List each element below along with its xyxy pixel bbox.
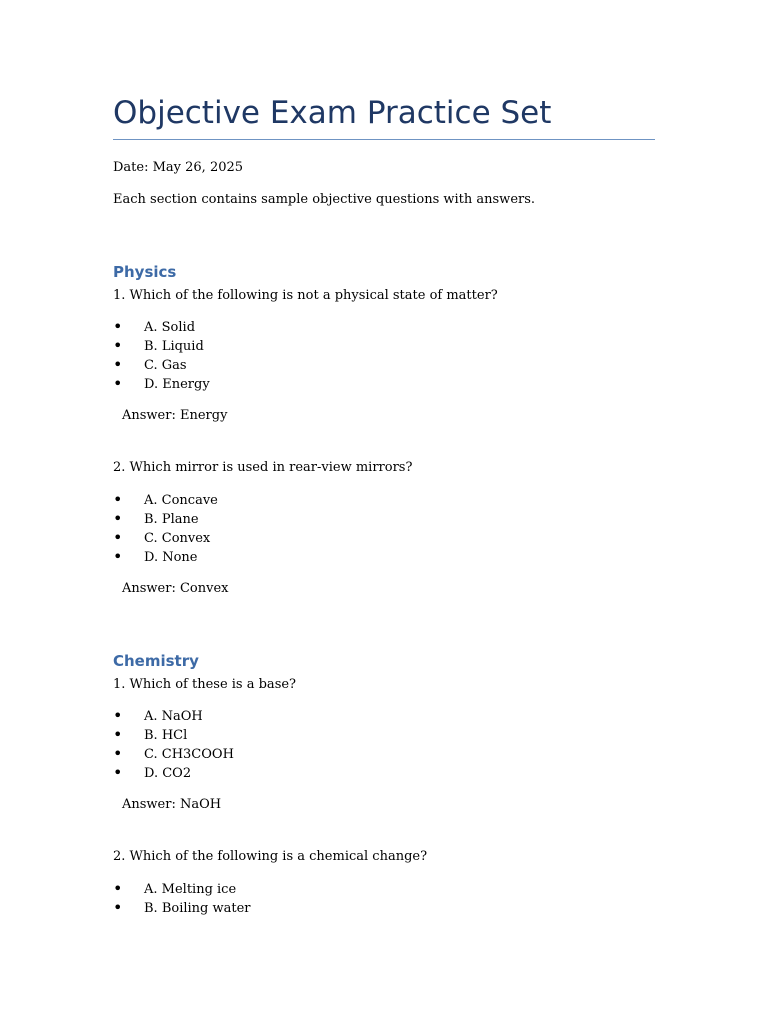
list-item (113, 899, 513, 918)
list-item (113, 375, 513, 394)
document-intro: Each section contains sample objective questions with answers. (113, 192, 536, 207)
option-text: B. Liquid (144, 339, 204, 354)
bullet-icon: • (113, 374, 123, 393)
list-item (113, 745, 513, 764)
option-text: B. Plane (144, 512, 199, 527)
option-text: A. NaOH (144, 709, 203, 724)
section-heading-chemistry: Chemistry (113, 652, 199, 670)
bullet-icon: • (113, 879, 123, 898)
option-text: D. None (144, 550, 198, 565)
title-underline (113, 139, 655, 140)
option-text: D. Energy (144, 377, 210, 392)
list-item (113, 764, 513, 783)
list-item (113, 337, 513, 356)
question-text: 2. Which of the following is a chemical change? (113, 849, 428, 864)
question-text: 1. Which of the following is not a physical state of matter? (113, 288, 498, 303)
question-text: 2. Which mirror is used in rear-view mirrors? (113, 460, 413, 475)
answer-text: Answer: Convex (122, 581, 229, 596)
bullet-icon: • (113, 763, 123, 782)
section-heading-physics: Physics (113, 263, 177, 281)
option-text: C. Gas (144, 358, 187, 373)
answer-text: Answer: Energy (122, 408, 228, 423)
bullet-icon: • (113, 355, 123, 374)
list-item (113, 491, 513, 510)
bullet-icon: • (113, 547, 123, 566)
list-item (113, 707, 513, 726)
question-text: 1. Which of these is a base? (113, 677, 297, 692)
list-item (113, 726, 513, 745)
list-item (113, 529, 513, 548)
bullet-icon: • (113, 509, 123, 528)
bullet-icon: • (113, 898, 123, 917)
bullet-icon: • (113, 725, 123, 744)
list-item (113, 880, 513, 899)
option-text: A. Concave (144, 493, 218, 508)
list-item (113, 356, 513, 375)
bullet-icon: • (113, 706, 123, 725)
option-text: A. Melting ice (144, 882, 237, 897)
answer-text: Answer: NaOH (122, 797, 222, 812)
document-title: Objective Exam Practice Set (113, 95, 552, 131)
option-text: C. Convex (144, 531, 211, 546)
list-item (113, 510, 513, 529)
option-text: C. CH3COOH (144, 747, 234, 762)
option-text: D. CO2 (144, 766, 192, 781)
list-item (113, 548, 513, 567)
bullet-icon: • (113, 490, 123, 509)
option-text: A. Solid (144, 320, 196, 335)
bullet-icon: • (113, 744, 123, 763)
option-text: B. Boiling water (144, 901, 251, 916)
option-text: B. HCl (144, 728, 188, 743)
bullet-icon: • (113, 317, 123, 336)
bullet-icon: • (113, 336, 123, 355)
bullet-icon: • (113, 528, 123, 547)
list-item (113, 318, 513, 337)
document-date: Date: May 26, 2025 (113, 160, 244, 175)
